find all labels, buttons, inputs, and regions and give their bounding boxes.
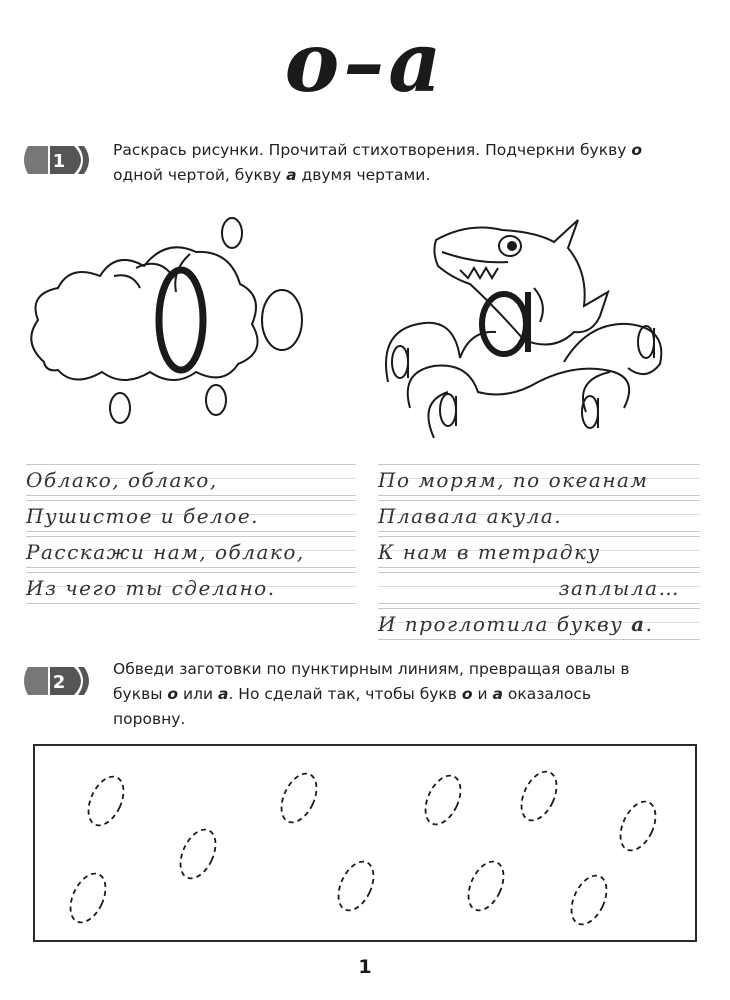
poem-line: Облако, облако, [26, 462, 356, 498]
page-title: о–а [284, 15, 446, 111]
dashed-oval [613, 796, 662, 856]
task-1-instruction: Раскрась рисунки. Прочитай стихотворения. Подчеркни букву о одной чертой, букву а двумя чертами. [113, 141, 642, 184]
dashed-oval [173, 824, 222, 884]
dashed-oval [461, 856, 510, 916]
poem-line: К нам в тетрадку [378, 534, 700, 570]
letter-a-icon [482, 294, 526, 354]
dashed-oval [63, 868, 112, 928]
cloud-illustration [24, 212, 314, 432]
task-2-number: 2 [52, 672, 66, 693]
poem-line: заплыла… [378, 570, 700, 606]
poem-line: Пушистое и белое. [26, 498, 356, 534]
dashed-oval [274, 768, 323, 828]
poem-line: Расскажи нам, облако, [26, 534, 356, 570]
poem-line: Плавала акула. [378, 498, 700, 534]
dashed-oval [81, 771, 130, 831]
dashed-oval [514, 766, 563, 826]
dashed-oval [564, 870, 613, 930]
letter-o-icon [159, 270, 203, 370]
poem-line: И проглотила букву а. [378, 606, 700, 642]
dashed-oval [331, 856, 380, 916]
shark-illustration [378, 212, 678, 442]
task-2-instruction: Обведи заготовки по пунктирным линиям, превращая овалы в буквы о или а. Но сделай так, чтобы букв о и а оказалось поровну. [113, 660, 630, 728]
page-number: 1 [358, 956, 372, 978]
dashed-ovals[interactable] [33, 744, 697, 942]
task-1-badge [18, 143, 96, 177]
task-1-number: 1 [52, 151, 66, 172]
dashed-oval [418, 770, 467, 830]
poem-line: По морям, по океанам [378, 462, 700, 498]
task-2-badge [18, 664, 96, 698]
poem-line: Из чего ты сделано. [26, 570, 356, 606]
